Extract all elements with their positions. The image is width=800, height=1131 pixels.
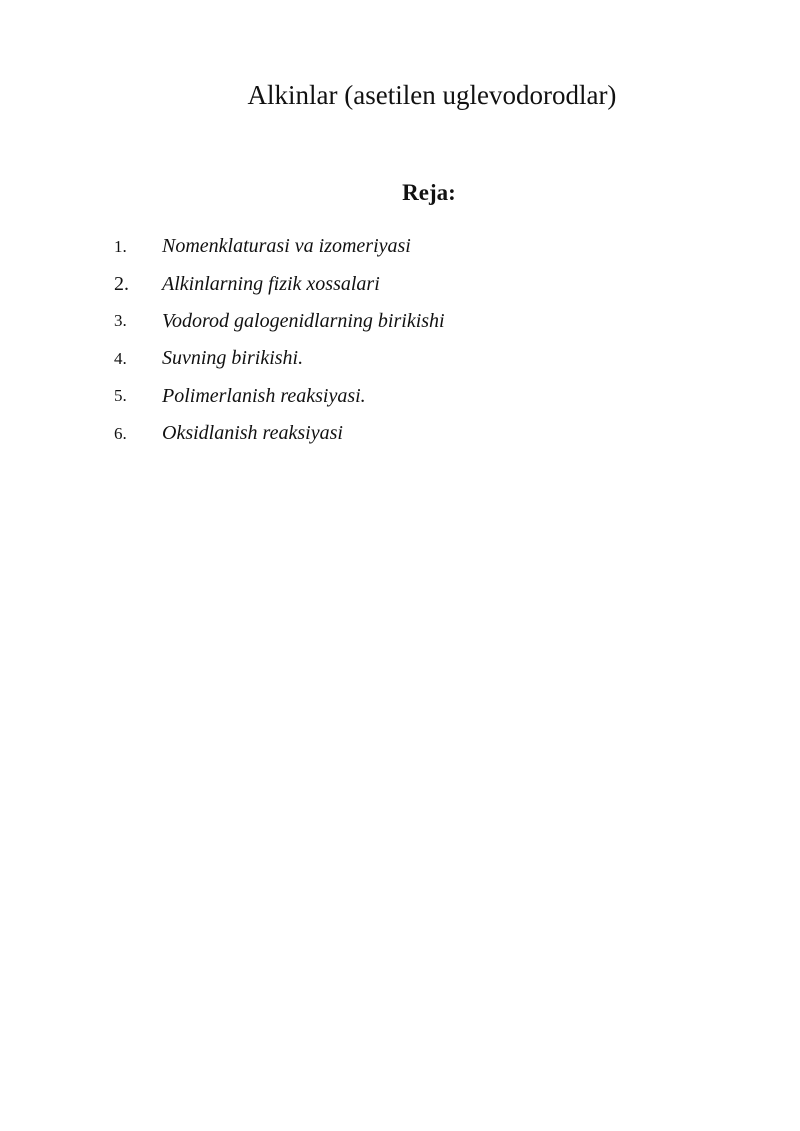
list-item-number: 2. xyxy=(114,272,129,295)
list-item xyxy=(114,340,445,377)
list-item xyxy=(114,303,445,340)
list-item xyxy=(114,415,445,452)
list-item xyxy=(114,228,445,265)
list-item-text: Alkinlarning fizik xossalari xyxy=(162,272,380,295)
list-item-number: 1. xyxy=(114,236,127,256)
plan-heading: Reja: xyxy=(402,180,456,205)
list-item-number: 3. xyxy=(114,311,127,331)
list-item-number: 4. xyxy=(114,348,127,368)
list-item xyxy=(114,378,445,415)
document-title: Alkinlar (asetilen uglevodorodlar) xyxy=(247,80,617,110)
list-item-text: Oksidlanish reaksiyasi xyxy=(162,422,343,445)
list-item-text: Vodorod galogenidlarning birikishi xyxy=(162,309,445,332)
list-item-text: Polimerlanish reaksiyasi. xyxy=(162,384,366,407)
list-item-number: 6. xyxy=(114,423,127,443)
list-item-number: 5. xyxy=(114,386,127,406)
list-item xyxy=(114,265,445,302)
plan-list xyxy=(114,228,445,452)
list-item-text: Nomenklaturasi va izomeriyasi xyxy=(162,235,411,258)
list-item-text: Suvning birikishi. xyxy=(162,347,304,370)
